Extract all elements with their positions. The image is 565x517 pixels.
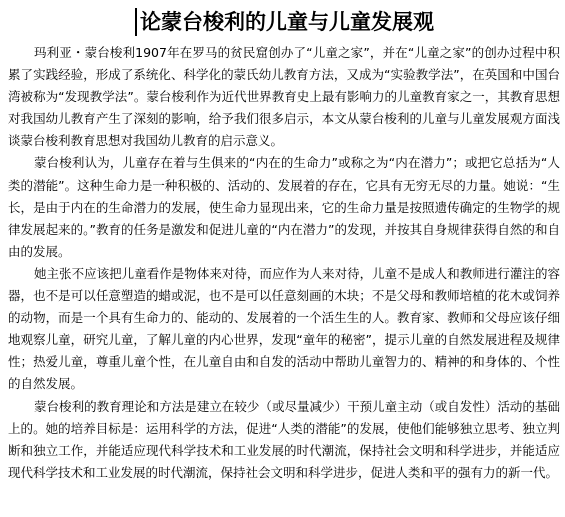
paragraph-child-as-person: 她主张不应该把儿童看作是物体来对待，而应作为人来对待，儿童不是成人和教师进行灌注的容器，也不是可以任意塑造的蜡或泥，也不是可以任意刻画的木块；不是父母和教师培植的花木或饲养的动物，而是一个具有生命力的、能动的、发展着的一个活生生的人。教育家、教师和父母应该仔细地观察儿童，研究儿童，了解儿童的内心世界，发现“童年的秘密”，提示儿童的自然发展进程及规律性；热爱儿童，尊重儿童个性，在儿童自由和自发的活动中帮助儿童智力的、精神的和身体的、个性的自然发展。 (8, 265, 560, 392)
paragraph-intro: 玛利亚・蒙台梭利1907年在罗马的贫民窟创办了“儿童之家”，并在“儿童之家”的创办过程中积累了实践经验，形成了系统化、科学化的蒙氏幼儿教育方法，又成为“实验教学法”，在英国和中国台湾被称为“发现教学法”。蒙台梭利作为近代世界教育史上最有影响力的儿童教育家之一，其教育思想对我国幼儿教育产生了深刻的影响，给予我们很多启示，本文从蒙台梭利的儿童与儿童发展观方面浅谈蒙台梭利教育思想对我国幼儿教育的启示意义。 (8, 45, 560, 149)
paragraph-inner-potential: 蒙台梭利认为，儿童存在着与生俱来的“内在的生命力”或称之为“内在潜力”；或把它总括为“人类的潜能”。这种生命力是一种积极的、活动的、发展着的存在，它具有无穷无尽的力量。她说：“生长，是由于内在的生命潜力的发展，使生命力显现出来，它的生命力量是按照遗传确定的生物学的规律发展起来的。”教育的任务是激发和促进儿童的“内在潜力”的发现，并按其自身规律获得自然的和自由的发展。 (8, 155, 560, 259)
text-cursor (135, 8, 137, 36)
paragraph-education-goals: 蒙台梭利的教育理论和方法是建立在较少（或尽量减少）干预儿童主动（或自发性）活动的基础上的。她的培养目标是：运用科学的方法，促进“人类的潜能”的发展，使他们能够独立思考、独立判断和独立工作，并能适应现代科学技术和工业发展的时代潮流，保持社会文明和科学进步，并能适应现代科学技术和工业发展的时代潮流，保持社会文明和科学进步，促进人类和平的强有力的新一代。 (8, 398, 560, 480)
document-body (8, 42, 560, 484)
document-title: 论蒙台梭利的儿童与儿童发展观 (140, 10, 434, 34)
